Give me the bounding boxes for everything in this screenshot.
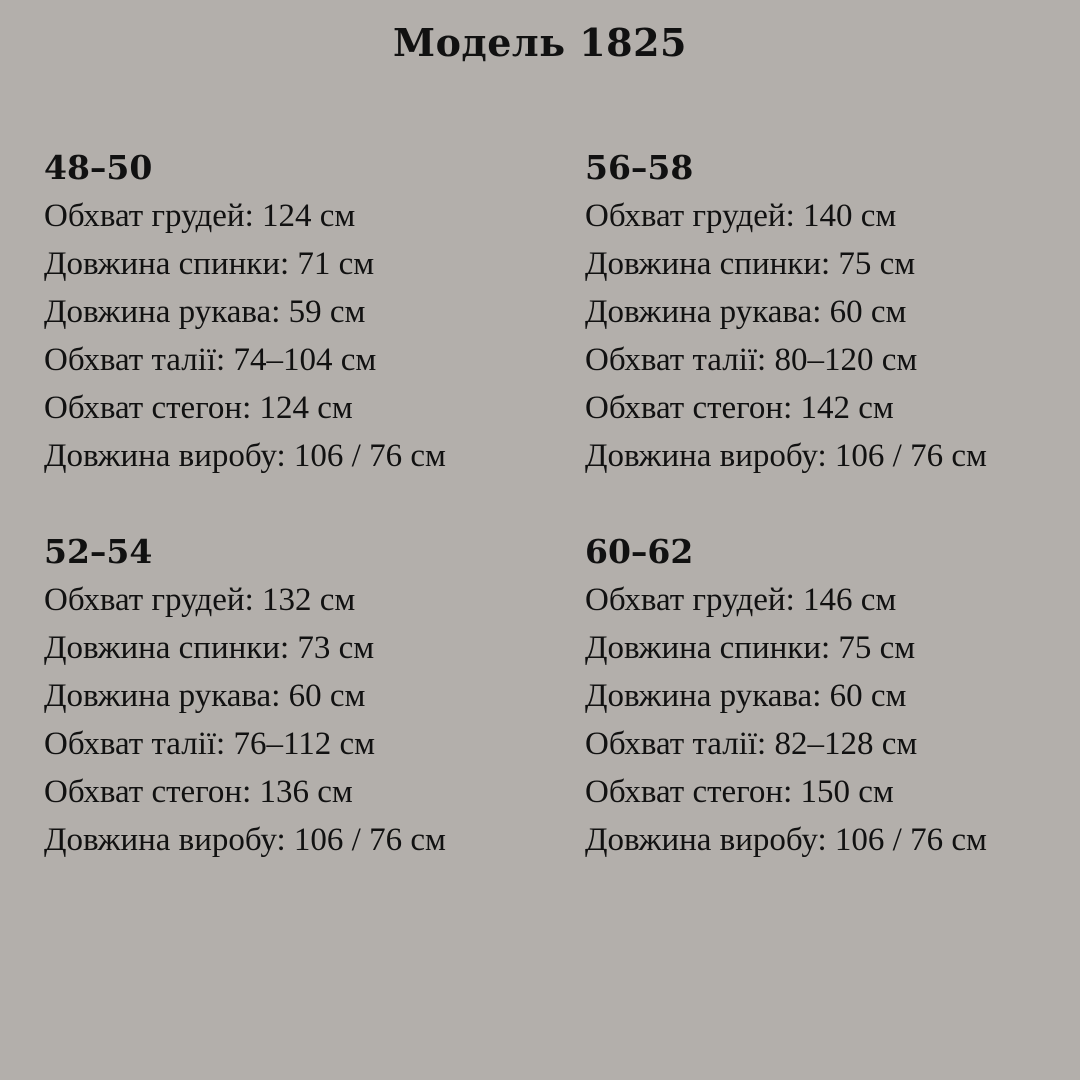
garment-length-measurement: Довжина виробу: 106 / 76 см (585, 438, 987, 474)
hip-measurement: Обхват стегон: 142 см (585, 390, 894, 426)
size-block-60-62 (585, 528, 1080, 864)
chest-measurement: Обхват грудей: 132 см (44, 582, 356, 618)
chest-measurement: Обхват грудей: 146 см (585, 582, 897, 618)
size-block-48-50 (44, 144, 544, 480)
hip-measurement: Обхват стегон: 124 см (44, 390, 353, 426)
chest-measurement: Обхват грудей: 140 см (585, 198, 897, 234)
sleeve-length-measurement: Довжина рукава: 60 см (585, 294, 907, 330)
size-heading: 60–62 (585, 532, 694, 571)
waist-measurement: Обхват талії: 76–112 см (44, 726, 376, 762)
chest-measurement: Обхват грудей: 124 см (44, 198, 356, 234)
size-block-56-58 (585, 144, 1080, 480)
size-heading: 56–58 (585, 148, 694, 187)
waist-measurement: Обхват талії: 80–120 см (585, 342, 918, 378)
back-length-measurement: Довжина спинки: 75 см (585, 246, 916, 282)
sleeve-length-measurement: Довжина рукава: 60 см (585, 678, 907, 714)
garment-length-measurement: Довжина виробу: 106 / 76 см (44, 438, 446, 474)
size-heading: 48–50 (44, 148, 153, 187)
page-title: Модель 1825 (393, 20, 687, 65)
waist-measurement: Обхват талії: 74–104 см (44, 342, 377, 378)
waist-measurement: Обхват талії: 82–128 см (585, 726, 918, 762)
hip-measurement: Обхват стегон: 150 см (585, 774, 894, 810)
garment-length-measurement: Довжина виробу: 106 / 76 см (44, 822, 446, 858)
hip-measurement: Обхват стегон: 136 см (44, 774, 353, 810)
garment-length-measurement: Довжина виробу: 106 / 76 см (585, 822, 987, 858)
sleeve-length-measurement: Довжина рукава: 60 см (44, 678, 366, 714)
back-length-measurement: Довжина спинки: 75 см (585, 630, 916, 666)
back-length-measurement: Довжина спинки: 73 см (44, 630, 375, 666)
sleeve-length-measurement: Довжина рукава: 59 см (44, 294, 366, 330)
back-length-measurement: Довжина спинки: 71 см (44, 246, 375, 282)
size-block-52-54 (44, 528, 544, 864)
size-heading: 52–54 (44, 532, 153, 571)
